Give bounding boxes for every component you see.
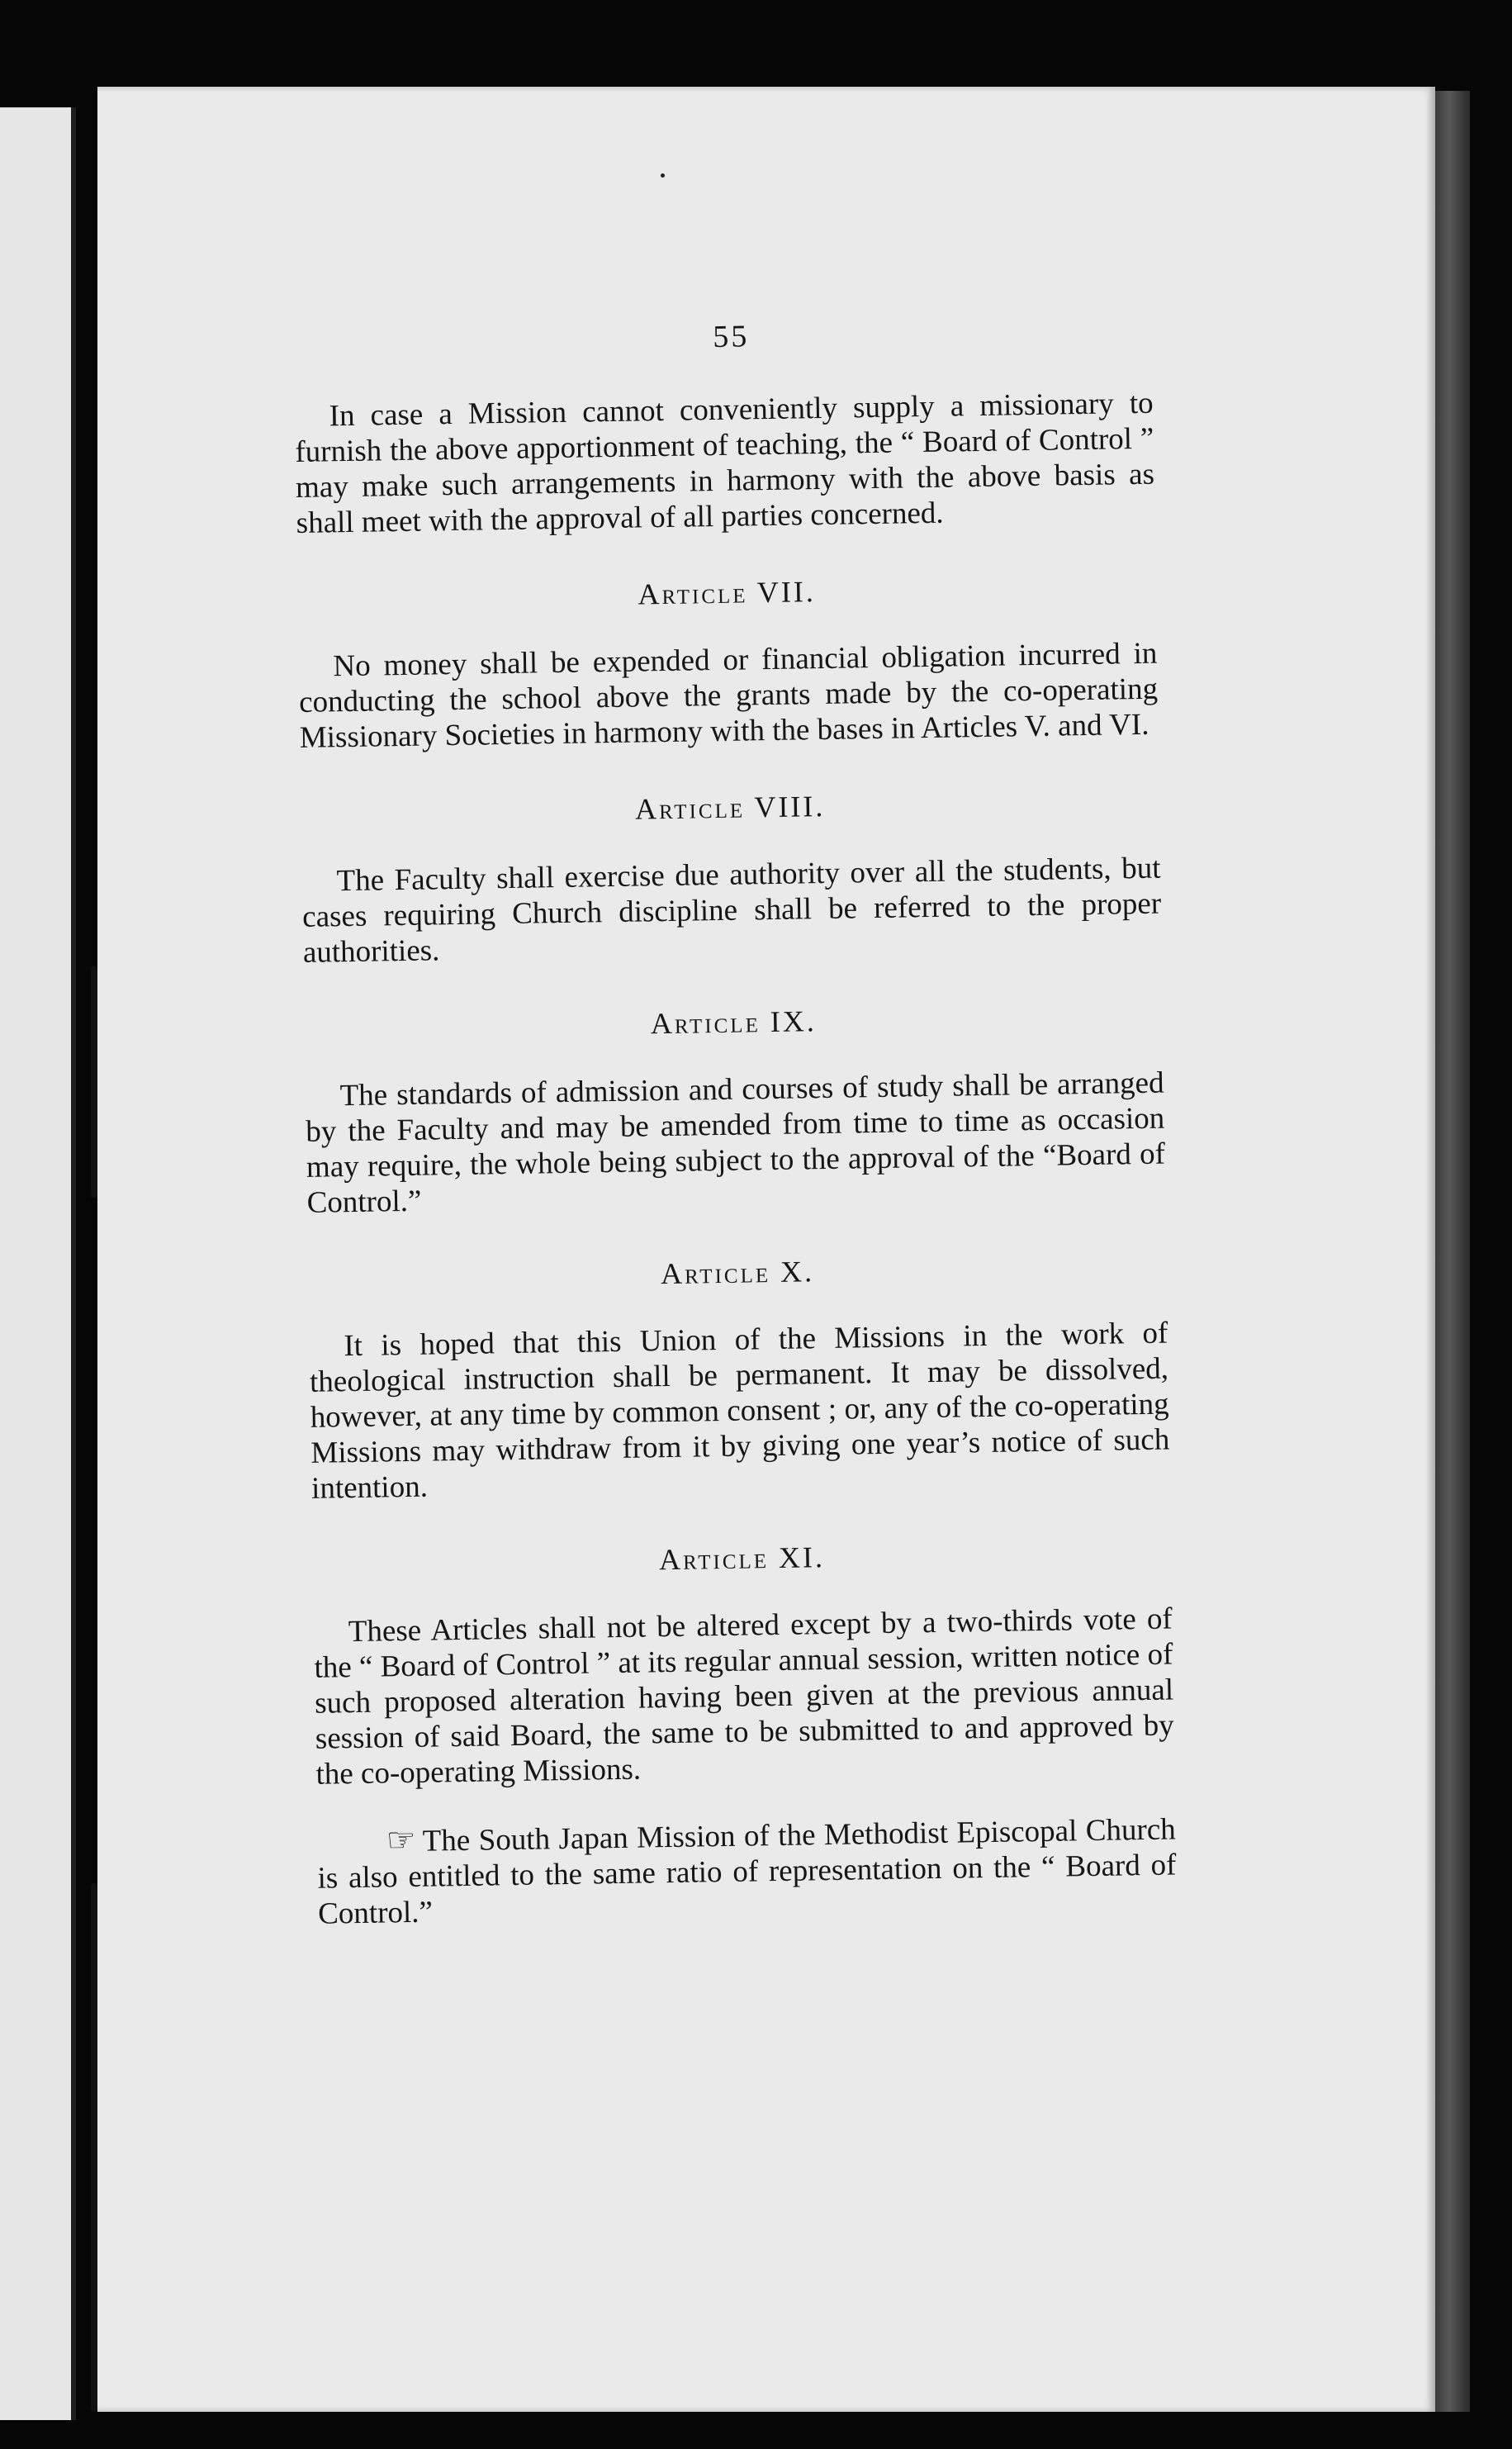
margin-rule (91, 966, 97, 1198)
footnote-text: The South Japan Mission of the Methodist Episcopal Church is also entitled to the same ratio of representation on the “ Board of Control.” (317, 1812, 1177, 1931)
article-text: No money shall be expended or financial obligation incurred in conducting the school above the grants made by the co-operating Missionary Societies in harmony with the bases in Articles V. and VI. (298, 636, 1159, 755)
article-text: The standards of admission and courses of study shall be arranged by the Faculty and may be amended from time to time as occasion may require, the whole being subject to the approval of the “Board of Control.” (306, 1066, 1166, 1220)
pointing-hand-icon: ☞ (386, 1820, 417, 1859)
article-heading: Article X. (660, 1255, 815, 1291)
footnote (316, 1810, 1177, 1931)
left-page-edge (0, 107, 76, 2420)
margin-rule (91, 1883, 97, 2412)
article-heading: Article VIII. (634, 789, 826, 826)
right-page-edge (1435, 91, 1470, 2412)
intro-paragraph: In case a Mission cannot conveniently supply a missionary to furnish the above apportionment of teaching, the “ Board of Control ” may make such arrangements in harmony with the above basis as shall meet with the approval of all parties concerned. (295, 386, 1155, 540)
article-text: These Articles shall not be altered except by a two-thirds vote of the “ Board of Control ” at its regular annual session, written notice of such proposed alteration having been given at the previous annual session of said Board, the same to be submitted to and approved by the co-operating Missions. (314, 1602, 1175, 1792)
left-page-shadow (71, 107, 76, 2420)
article-heading: Article IX. (650, 1004, 818, 1041)
article-text: The Faculty shall exercise due authority over all the students, but cases requiring Church discipline shall be referred to the proper authorities. (301, 851, 1162, 970)
article-heading: Article XI. (658, 1540, 826, 1577)
ink-speck (661, 173, 665, 178)
article-text: It is hoped that this Union of the Missions in the work of theological instruction shall be permanent. It may be dissolved, however, at any time by common consent ; or, any of the co-operating Missions may withdraw from it by giving one year’s notice of such intention. (309, 1316, 1170, 1506)
article-heading: Article VII. (638, 575, 817, 611)
page-number: 55 (712, 319, 750, 355)
page-text (293, 313, 1177, 1932)
